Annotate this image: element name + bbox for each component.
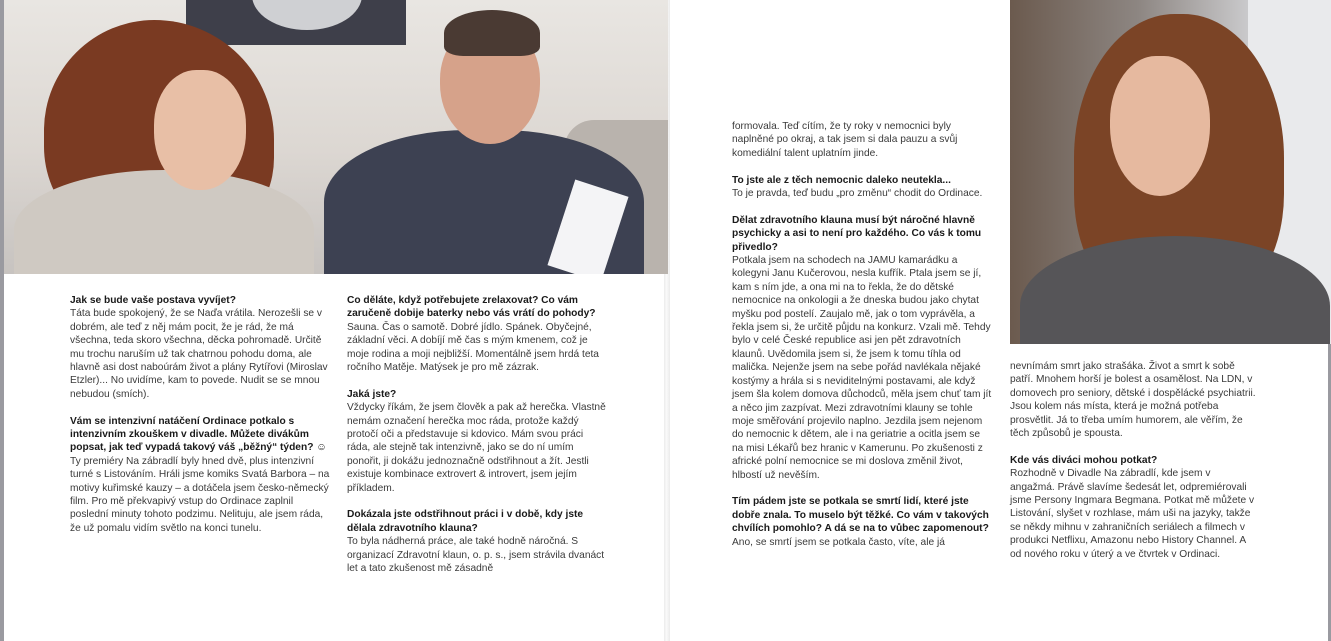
answer: Ty premiéry Na zábradlí byly hned dvě, plus intenzivní turné s Listováním. Hráli jsme komiks Svatá Barbora – na motivy kuřimské kauzy – a dotáčela jsem česko-německý film. Pro mě překvapivý vstup do Ordinace zaplnil poslední minuty tohoto podzimu. Nelituju, ale jsem ráda, že už pomalu vidím světlo na konci tunelu. xyxy=(70,455,330,534)
question: Tím pádem jste se potkala se smrtí lidí, které jste dobře znala. To muselo být těžké. Co vám v takových chvílích pomohlo? A dá se na to vůbec zapomenout? xyxy=(732,496,989,535)
answer: Vždycky říkám, že jsem člověk a pak až herečka. Vlastně nemám označení herečka moc ráda, protože každý protočí oči a představuje si kdovico. Mám svou práci ráda, ale stejně tak intenzivně, jako se do ní umím ponořit, ji dokážu jednoznačně odstřihnout a žít. Jestli existuje kombinace extrovert & introvert, jsem jejím příkladem. xyxy=(347,402,606,494)
paragraph xyxy=(732,174,994,201)
answer: Rozhodně v Divadle Na zábradlí, kde jsem v angažmá. Právě slavíme šedesát let, odpremiérovali jsme Persony Ingmara Begmana. Potkat mě můžete v Listování, slyšet v rozhlase, mám uši na jazyky, takže se někdy mihnu v zahraničních seriálech a filmech v produkci Netflixu, Amazonu nebo History Channel. A od nového roku v úterý a ve čtvrtek v Ordinaci. xyxy=(1010,468,1255,560)
text-column-3 xyxy=(732,120,994,549)
paragraph xyxy=(70,415,332,536)
text-column-1 xyxy=(70,294,332,535)
question: Kde vás diváci mohou potkat? xyxy=(1010,454,1158,466)
text-column-2 xyxy=(347,294,609,576)
answer: Potkala jsem na schodech na JAMU kamarádku a kolegyni Janu Kučerovou, nesla kufřík. Ptala jsem se jí, kam s ním jde, a ona mi na to řekla, že do dětské nemocnice na onkologii a že dneska budou jako chytat myšku pod postelí. Zaujalo mě, jak o tom vyprávěla, a řekla jsem si, že určitě půjdu na konkurz. Vzali mě. Tehdy bylo v celé České republice asi jen pět zdravotních klaunů. Uvědomila jsem si, že jsem k tomu tíhla od malička. Nejenže jsem na sebe pořád navlékala nějaké kostýmy a hrála si s neviditelnými postavami, ale když jsem šla kolem domova důchodců, měla jsem chuť tam jít a něco jim zazpívat. Mezi zdravotními klauny se tohle moje směřování projevilo naplno. Jezdila jsem nejenom do nemocnic k dětem, ale i na geriatrie a ocitla jsem se na misi Lékařů bez hranic v Kamerunu. Po zkušenosti z africké polní nemocnice se mi doslova změnil život, hlbostí už nevěším. xyxy=(732,255,992,481)
answer: Sauna. Čas o samotě. Dobré jídlo. Spánek. Obyčejné, základní věci. A dobíjí mě čas s mým kmenem, což je moje rodina a moji nejbližší. Momentálně jsem hrdá teta ročního Matěje. Matýsek je pro mě zázrak. xyxy=(347,321,599,374)
photo-actress-and-actor xyxy=(4,0,668,274)
paragraph xyxy=(732,120,994,160)
paragraph xyxy=(732,495,994,549)
actress-face xyxy=(1110,56,1210,196)
paragraph xyxy=(70,294,332,401)
paragraph xyxy=(1010,454,1256,561)
photo-actress-portrait xyxy=(1010,0,1331,344)
answer: Ano, se smrtí jsem se potkala často, víte, ale já xyxy=(732,536,945,548)
text-column-4 xyxy=(1010,360,1256,561)
paragraph xyxy=(732,214,994,482)
actress-face xyxy=(154,70,246,190)
paragraph xyxy=(347,294,609,374)
answer: nevnímám smrt jako strašáka. Život a smrt k sobě patří. Mnohem horší je bolest a osamělost. Na LDN, v domovech pro seniory, dětské i dospělácké psychiatrii. Jsou kolem nás místa, která je možná potřeba prosvětlit. Já to třeba umím humorem, ale věřím, že těch způsobů je spousta. xyxy=(1010,361,1256,440)
paragraph xyxy=(347,508,609,575)
question: Vám se intenzivní natáčení Ordinace potkalo s intenzivním zkouškem v divadle. Můžete divákům popsat, jak teď vypadá takový váš „běžný“ týden? ☺ xyxy=(70,415,327,454)
answer: Táta bude spokojený, že se Naďa vrátila. Nerozešli se v dobrém, ale teď z něj mám pocit, že je rád, že má všechna, teda skoro všechna, děcka pohromadě. Určitě mu trochu naruším už tak chatrnou pohodu doma, ale hlavně asi dost naboúrám život a plány Rytířovi (Miroslav Etzler)... No uvidíme, kam to povede. Nudit se se mnou nebudou (smích). xyxy=(70,308,328,400)
paragraph xyxy=(347,388,609,495)
question: Dokázala jste odstřihnout práci i v době, kdy jste dělala zdravotního klauna? xyxy=(347,509,584,534)
answer: To byla nádherná práce, ale také hodně náročná. S organizací Zdravotní klaun, o. p. s., jsem strávila dvanáct let a tato zkušenost mě zásadně xyxy=(347,536,605,575)
question: Co děláte, když potřebujete zrelaxovat? Co vám zaručeně dobije baterky nebo vás vrátí do pohody? xyxy=(347,295,596,320)
paragraph xyxy=(1010,360,1256,440)
question: Dělat zdravotního klauna musí být náročné hlavně psychicky a asi to není pro každého. Co vás k tomu přivedlo? xyxy=(732,214,982,253)
question: Jaká jste? xyxy=(347,388,397,400)
question: Jak se bude vaše postava vyvíjet? xyxy=(70,295,236,306)
question: To jste ale z těch nemocnic daleko neutekla... xyxy=(732,174,951,186)
answer: formovala. Teď cítím, že ty roky v nemocnici byly naplněné po okraj, a tak jsem si dala pauzu a svůj komediální talent uplatním jinde. xyxy=(732,121,958,159)
answer: To je pravda, teď budu „pro změnu“ chodit do Ordinace. xyxy=(732,188,983,200)
actor-hair xyxy=(444,10,540,56)
